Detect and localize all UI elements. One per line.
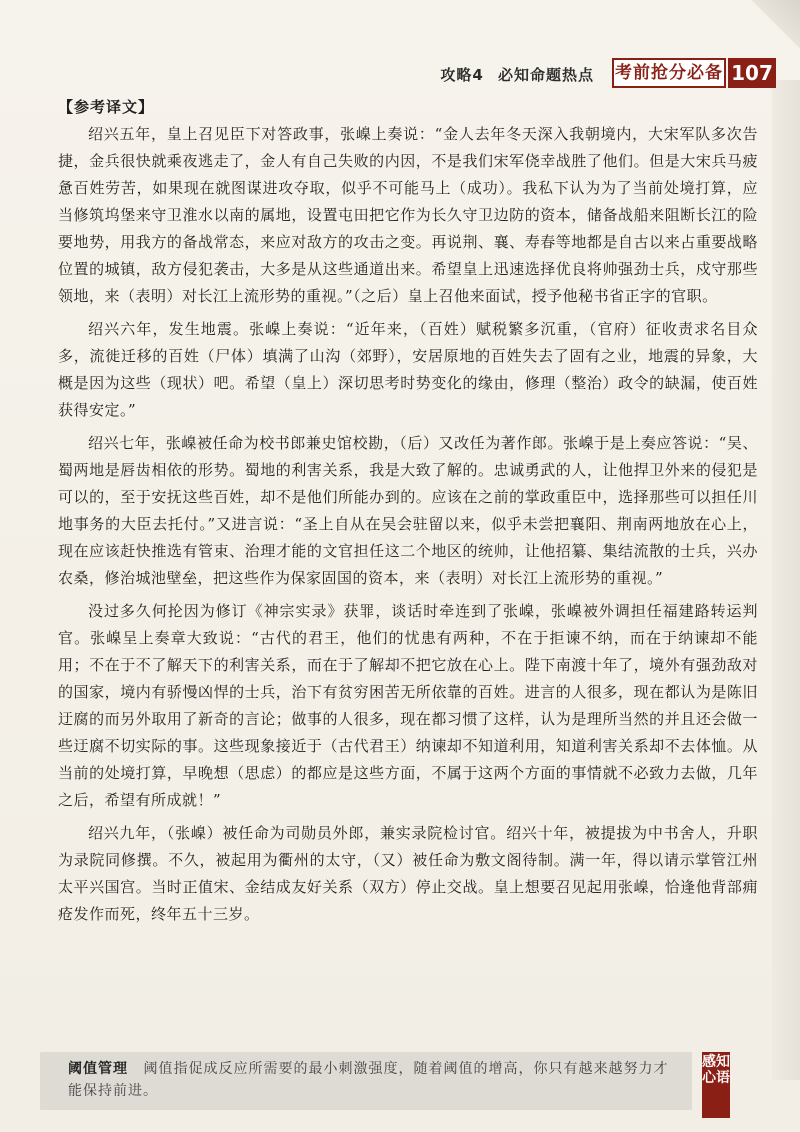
paragraph-4: 没过多久何抡因为修订《神宗实录》获罪，谈话时牵连到了张嵲，张嵲被外调担任福建路转运判官。张嵲呈上奏章大致说：“古代的君王，他们的忧患有两种，不在于拒谏不纳，而在于纳谏却不能用；不在于不了解天下的利害关系，而在于了解却不把它放在心上。陛下南渡十年了，境外有强劲敌对的国家，境内有骄慢凶悍的士兵，治下有贫穷困苦无所依靠的百姓。进言的人很多，现在都认为是陈旧迂腐的而另外取用了新奇的言论；做事的人很多，现在都习惯了这样，认为是理所当然的并且还会做一些迂腐不切实际的事。这些现象接近于（古代君王）纳谏却不知道利用，知道利害关系却不去体恤。从当前的处境打算，早晚想（思虑）的都应是这些方面，不属于这两个方面的事情就不必致力去做，几年之后，希望有所成就！” [58, 602, 758, 809]
paragraph-5: 绍兴九年，（张嵲）被任命为司勋员外郎，兼实录院检讨官。绍兴十年，被提拔为中书舍人，升职为录院同修撰。不久，被起用为衢州的太守，（又）被任命为敷文阁待制。满一年，得以请示掌管江州太平兴国宫。当时正值宋、金结成友好关系（双方）停止交战。皇上想要召见起用张嵲，恰逢他背部痈疮发作而死，终年五十三岁。 [58, 824, 758, 923]
paragraph-3: 绍兴七年，张嵲被任命为校书郎兼史馆校勘，（后）又改任为著作郎。张嵲于是上奏应答说：“吴、蜀两地是唇齿相依的形势。蜀地的利害关系，我是大致了解的。忠诚勇武的人，让他捍卫外来的侵犯是可以的，至于安抚这些百姓，却不是他们所能办到的。应该在之前的掌政重臣中，选择那些可以担任川地事务的大臣去托付。”又进言说：“圣上自从在吴会驻留以来，似乎未尝把襄阳、荆南两地放在心上，现在应该赶快推选有管束、治理才能的文官担任这二个地区的统帅，让他招纂、集结流散的士兵，兴办农桑，修治城池壁垒，把这些作为保家固国的资本，来（表明）对长江上流形势的重视。” [58, 434, 758, 587]
footer-tip-text: 阈值指促成反应所需要的最小刺激强度，随着阈值的增高，你只有越来越努力才能保持前进。 [68, 1061, 669, 1099]
header-badge: 考前抢分必备 [612, 58, 726, 88]
header-topic-text: 必知命题热点 [497, 66, 594, 84]
translation-content [58, 96, 758, 934]
section-title: 【参考译文】 [58, 98, 155, 116]
page-corner-fold [740, 0, 800, 60]
paragraph-2: 绍兴六年，发生地震。张嵲上奏说：“近年来，（百姓）赋税繁多沉重，（官府）征收责求名目众多，流徙迁移的百姓（尸体）填满了山沟（郊野），安居原地的百姓失去了固有之业，地震的异象，大概是因为这些（现状）吧。希望（皇上）深切思考时势变化的缘由，修理（整治）政令的缺漏，使百姓获得安定。” [58, 320, 758, 419]
page-edge-shadow [772, 80, 800, 1080]
page-number: 107 [728, 58, 776, 88]
header-section: 攻略4 [440, 66, 484, 84]
footer-tip-box [40, 1052, 692, 1110]
header-topic [440, 64, 602, 85]
footer-tip [68, 1058, 678, 1102]
footer-tip-label: 阈值管理 [68, 1061, 128, 1077]
page-header [0, 56, 800, 92]
footer-tag: 感知心语 [702, 1052, 730, 1118]
paragraph-1: 绍兴五年，皇上召见臣下对答政事，张嵲上奏说：“金人去年冬天深入我朝境内，大宋军队多次告捷，金兵很快就乘夜逃走了，金人有自己失败的内因，不是我们宋军侥幸战胜了他们。但是大宋兵马疲惫百姓劳苦，如果现在就图谋进攻夺取，似乎不可能马上（成功）。我私下认为为了当前处境打算，应当修筑坞堡来守卫淮水以南的属地，设置屯田把它作为长久守卫边防的资本，储备战船来阻断长江的险要地势，用我方的备战常态，来应对敌方的攻击之变。再说荆、襄、寿春等地都是自古以来占重要战略位置的城镇，敌方侵犯袭击，大多是从这些通道出来。希望皇上迅速选择优良将帅强劲士兵，戍守那些领地，来（表明）对长江上流形势的重视。”（之后）皇上召他来面试，授予他秘书省正字的官职。 [58, 125, 758, 305]
